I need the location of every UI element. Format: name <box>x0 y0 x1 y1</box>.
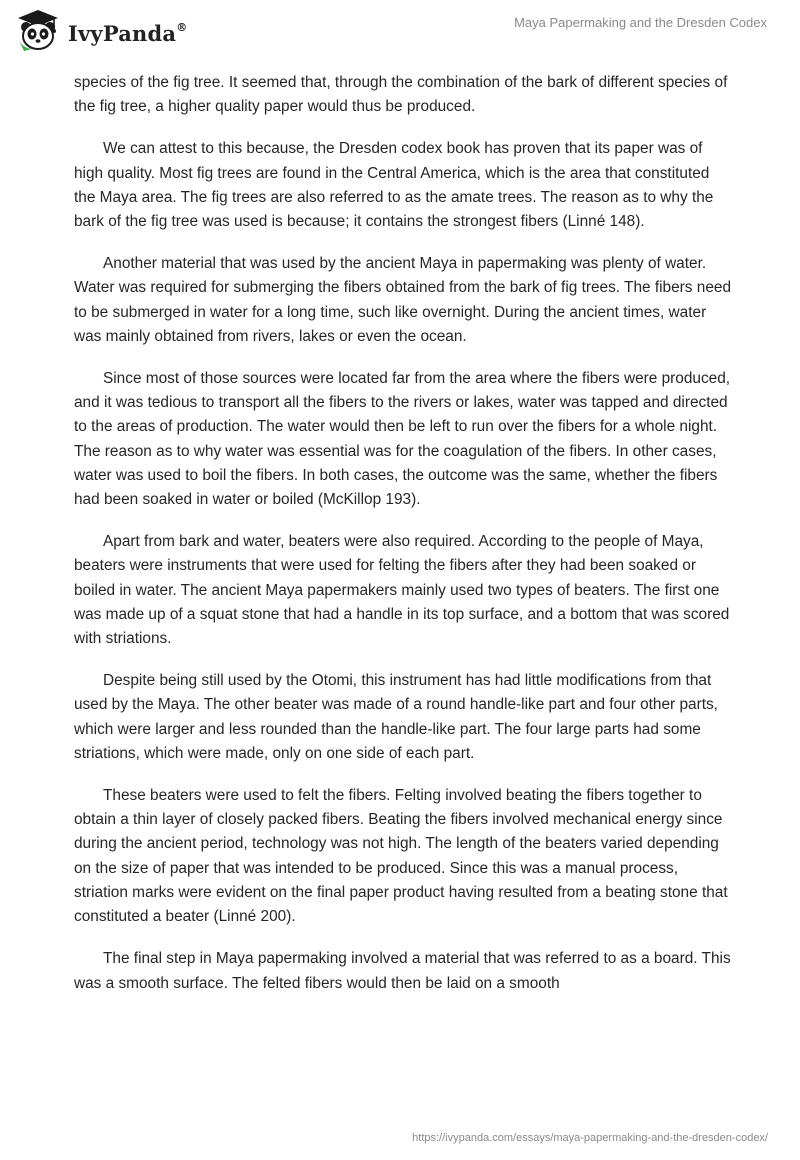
page-header <box>0 0 800 70</box>
paragraph: Apart from bark and water, beaters were also required. According to the people of Maya, beaters were instruments that were used for felting the fibers after they had been soaked or boiled in water. The ancient Maya papermakers mainly used two types of beaters. The first one was made up of a squat stone that had a handle in its top surface, and a bottom that was scored with striations. <box>74 533 730 648</box>
paragraph: Since most of those sources were located far from the area where the fibers were produced, and it was tedious to transport all the fibers to the rivers or lakes, water was tapped and directed to the areas of production. The water would then be left to run over the fibers for a whole night. The reason as to why water was essential was for the coagulation of the fibers. In other cases, water was used to boil the fibers. In both cases, the outcome was the same, whether the fibers had been soaked in water or boiled (McKillop 193). <box>74 370 731 509</box>
document-title: Maya Papermaking and the Dresden Codex <box>514 15 767 30</box>
footer-url[interactable]: https://ivypanda.com/essays/maya-papermaking-and-the-dresden-codex/ <box>412 1132 768 1144</box>
paragraph: We can attest to this because, the Dresden codex book has proven that its paper was of high quality. Most fig trees are found in the Central America, which is the area that constituted the Maya area. The fig trees are also referred to as the amate trees. The reason as to why the bark of the fig tree was used is because; it contains the strongest fibers (Linné 148). <box>74 140 714 231</box>
paragraph: Despite being still used by the Otomi, this instrument has had little modifications from that used by the Maya. The other beater was made of a round handle-like part and four other parts, which were larger and less rounded than the handle-like part. The four large parts had some striations, which were made, only on one side of each part. <box>74 672 718 762</box>
brand-name: IvyPanda® <box>68 20 188 46</box>
essay-body <box>74 71 734 1014</box>
paragraph: Another material that was used by the ancient Maya in papermaking was plenty of water. Water was required for submerging the fibers obtained from the bark of fig trees. The fibers need to be submerged in water for a long time, such like overnight. During the ancient times, water was mainly obtained from rivers, lakes or even the ocean. <box>74 255 732 345</box>
ivypanda-logo[interactable] <box>14 8 187 52</box>
paragraph: The final step in Maya papermaking involved a material that was referred to as a board. This was a smooth surface. The felted fibers would then be laid on a smooth <box>74 950 731 992</box>
paragraph: These beaters were used to felt the fibers. Felting involved beating the fibers together to obtain a thin layer of closely packed fibers. Beating the fibers involved mechanical energy since during the ancient period, technology was not high. The length of the beaters varied depending on the size of paper that was intended to be produced. Since this was a manual process, striation marks were evident on the final paper product having resulted from a beating stone that constituted a beater (Linné 200). <box>74 787 728 926</box>
panda-graduate-icon <box>14 8 62 52</box>
paragraph: species of the fig tree. It seemed that, through the combination of the bark of different species of the fig tree, a higher quality paper would thus be produced. <box>74 74 728 116</box>
